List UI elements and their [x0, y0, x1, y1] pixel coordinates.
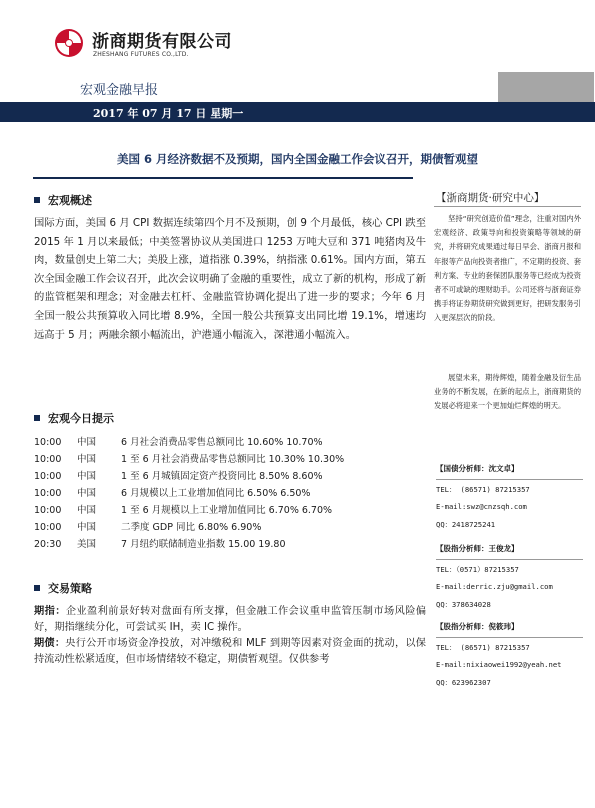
- analyst-tel: TEL：（0571）87215357: [436, 564, 519, 574]
- section-title-strategy: 交易策略: [34, 580, 92, 596]
- headline-divider: [33, 177, 413, 179]
- calendar-row: 10:00 中国 二季度 GDP 同比 6.80% 6.90%: [34, 522, 262, 533]
- analyst-name: 【股指分析师：倪筱玮】: [436, 622, 519, 631]
- report-type-title: 宏观金融早报: [80, 83, 159, 98]
- section-bullet-icon: [34, 585, 40, 591]
- section-title-calendar: 宏观今日提示: [34, 410, 114, 426]
- header-grey-block: [498, 72, 594, 102]
- analyst-qq: QQ：2418725241: [436, 519, 496, 529]
- analyst-card: [436, 460, 586, 533]
- company-name-en: ZHESHANG FUTURES CO.,LTD.: [93, 51, 189, 58]
- calendar-row: 10:00 中国 6 月社会消费品零售总额同比 10.60% 10.70%: [34, 437, 323, 448]
- date-bar: [0, 102, 595, 122]
- section-bullet-icon: [34, 415, 40, 421]
- analyst-divider: [436, 559, 583, 560]
- company-logo-icon: [54, 28, 84, 58]
- analyst-divider: [436, 637, 583, 638]
- analyst-tel: TEL： (86571) 87215357: [436, 642, 530, 652]
- calendar-row: 10:00 中国 1 至 6 月社会消费品零售总额同比 10.30% 10.30%: [34, 454, 345, 465]
- calendar-row: 10:00 中国 1 至 6 月规模以上工业增加值同比 6.70% 6.70%: [34, 505, 333, 516]
- analyst-card: [436, 618, 586, 691]
- analyst-tel: TEL： (86571) 87215357: [436, 484, 530, 494]
- sidebar-title: 【浙商期货·研究中心】: [436, 192, 545, 204]
- analyst-email[interactable]: E-mail:swz@cnzsqh.com: [436, 502, 527, 511]
- analyst-divider: [436, 479, 583, 480]
- section-bullet-icon: [34, 197, 40, 203]
- calendar-row: 20:30 美国 7 月纽约联储制造业指数 15.00 19.80: [34, 539, 286, 550]
- analyst-name: 【股指分析师：王俊龙】: [436, 544, 519, 553]
- report-headline: 美国 6 月经济数据不及预期，国内全国金融工作会议召开，期债暂观望: [116, 152, 478, 166]
- report-date: 2017 年 07 月 17 日 星期一: [93, 107, 244, 120]
- strategy-item-bond-futures: 期债：央行公开市场资金净投放，对冲缴税和 MLF 到期等因素对资金面的扰动，以保持流动性松紧适度，但市场情绪较不稳定，期债暂观望。仅供参考: [34, 638, 426, 665]
- calendar-row: 10:00 中国 6 月规模以上工业增加值同比 6.50% 6.50%: [34, 488, 311, 499]
- sidebar-divider: [434, 206, 581, 207]
- sidebar-outlook: 展望未来，期待辉煌，随着金融及衍生品业务的不断发展，在新的起点上，浙商期货的发展必将迎来一个更加灿烂辉煌的明天。: [434, 373, 581, 411]
- sidebar-intro: 坚持“研究创造价值”理念，注重对国内外宏观经济、政策导向和投资策略等领域的研究，并将研究成果通过每日早会、浙商月报和年报等产品向投资者推广，不定期的投资、套利方案、专业的套保团队服务等已经成为投资者不可或缺的理财助手。公司还将与浙商证券携手将证券期货研究做到更好，把研发服务引入更深层次的阶段。: [434, 214, 581, 323]
- strategy-item-index-futures: 期指：企业盈利前景好转对盘面有所支撑，但金融工作会议重申监管压制市场风险偏好，期指继续分化，可尝试买 IH，卖 IC 操作。: [34, 606, 427, 633]
- calendar-table: [34, 434, 434, 553]
- analyst-email[interactable]: E-mail:nixiaowei1992@yeah.net: [436, 660, 562, 669]
- company-name-cn: 浙商期货有限公司: [92, 32, 232, 52]
- section-title-overview: 宏观概述: [34, 192, 92, 208]
- analyst-qq: QQ：623962307: [436, 677, 491, 687]
- analyst-email[interactable]: E-mail:derric.zju@gmail.com: [436, 582, 553, 591]
- strategy-block: [34, 604, 426, 668]
- analyst-card: [436, 540, 586, 613]
- overview-paragraph: 国际方面，美国 6 月 CPI 数据连续第四个月不及预期，创 9 个月最低，核心 CPI 跌至 2015 年 1 月以来最低；中美签署协议从美国进口 1253 万吨大豆和 371 吨猪肉及牛肉，数量创史上第二大；美股上涨，道指涨 0.39%，纳指涨 0.61%。国内方面，第五次全国金融工作会议召开，此次会议明确了金融的重要性，成立了新的机构，形成了新的监管框架和理念；对金融去杠杆、金融监管协调化提出了进一步的要求；今年 6 月全国一般公共预算收入同比增 8.9%，全国一般公共预算支出同比增 19.1%，增速均远高于 5 月；两融余额小幅流出，沪港通小幅流入，深港通小幅流入。: [34, 217, 426, 341]
- calendar-row: 10:00 中国 1 至 6 月城镇固定资产投资同比 8.50% 8.60%: [34, 471, 323, 482]
- analyst-qq: QQ：378634028: [436, 599, 491, 609]
- analyst-name: 【国债分析师：沈文卓】: [436, 464, 519, 473]
